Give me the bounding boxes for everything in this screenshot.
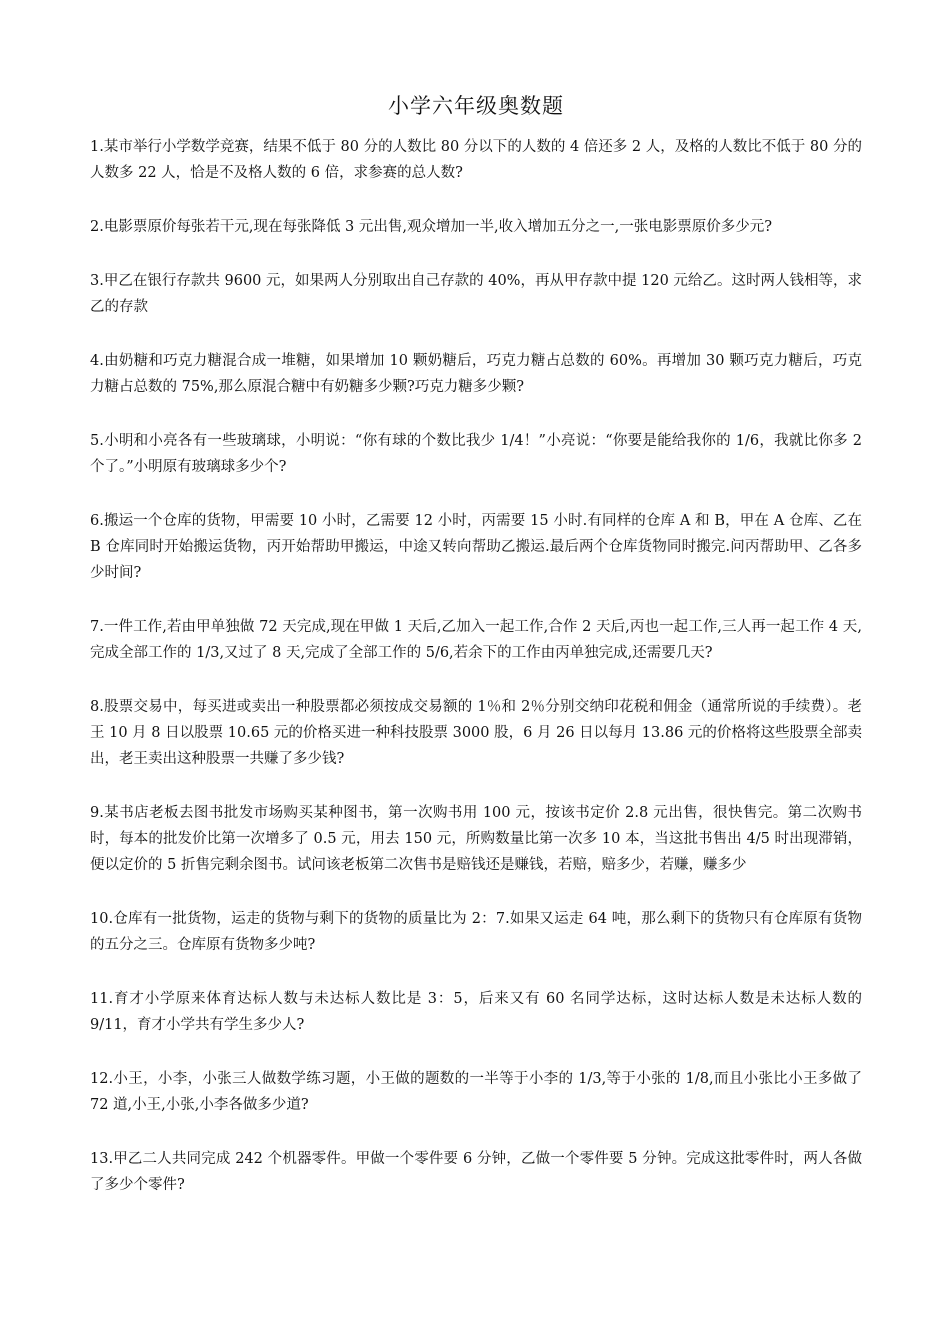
question-7: 7.一件工作,若由甲单独做 72 天完成,现在甲做 1 天后,乙加入一起工作,合作 2 天后,丙也一起工作,三人再一起工作 4 天,完成全部工作的 1/3,又过了 8 天,完成了全部工作的 5/6,若余下的工作由丙单独完成,还需要几天? (90, 619, 862, 661)
question-10: 10.仓库有一批货物，运走的货物与剩下的货物的质量比为 2：7.如果又运走 64 吨，那么剩下的货物只有仓库原有货物的五分之三。仓库原有货物多少吨? (90, 911, 862, 953)
question-1: 1.某市举行小学数学竞赛，结果不低于 80 分的人数比 80 分以下的人数的 4 倍还多 2 人，及格的人数比不低于 80 分的人数多 22 人，恰是不及格人数的 6 倍，求参赛的总人数? (90, 139, 862, 181)
question-8: 8.股票交易中，每买进或卖出一种股票都必须按成交易额的 1％和 2％分别交纳印花税和佣金（通常所说的手续费）。老王 10 月 8 日以股票 10.65 元的价格买进一种科技股票 3000 股，6 月 26 日以每月 13.86 元的价格将这些股票全部卖出，老王卖出这种股票一共赚了多少钱? (90, 699, 862, 767)
question-11: 11.育才小学原来体育达标人数与未达标人数比是 3：5，后来又有 60 名同学达标，这时达标人数是未达标人数的 9/11，育才小学共有学生多少人? (90, 991, 862, 1033)
question-2: 2.电影票原价每张若干元,现在每张降低 3 元出售,观众增加一半,收入增加五分之一,一张电影票原价多少元? (90, 219, 772, 235)
page-title: 小学六年级奥数题 (388, 94, 564, 118)
question-3: 3.甲乙在银行存款共 9600 元，如果两人分别取出自己存款的 40%，再从甲存款中提 120 元给乙。这时两人钱相等，求 乙的存款 (90, 273, 862, 315)
question-12: 12.小王，小李，小张三人做数学练习题，小王做的题数的一半等于小李的 1/3,等于小张的 1/8,而且小张比小王多做了 72 道,小王,小张,小李各做多少道? (90, 1071, 862, 1113)
question-5: 5.小明和小亮各有一些玻璃球，小明说：“你有球的个数比我少 1/4！”小亮说：“你要是能给我你的 1/6，我就比你多 2 个了。”小明原有玻璃球多少个? (90, 433, 862, 475)
question-4: 4.由奶糖和巧克力糖混合成一堆糖，如果增加 10 颗奶糖后，巧克力糖占总数的 60%。再增加 30 颗巧克力糖后，巧克力糖占总数的 75%,那么原混合糖中有奶糖多少颗?巧克力糖多少颗? (90, 353, 862, 395)
question-13: 13.甲乙二人共同完成 242 个机器零件。甲做一个零件要 6 分钟，乙做一个零件要 5 分钟。完成这批零件时，两人各做了多少个零件? (90, 1151, 862, 1193)
question-9: 9.某书店老板去图书批发市场购买某种图书，第一次购书用 100 元，按该书定价 2.8 元出售，很快售完。第二次购书时，每本的批发价比第一次增多了 0.5 元，用去 150 元，所购数量比第一次多 10 本，当这批书售出 4/5 时出现滞销，便以定价的 5 折售完剩余图书。试问该老板第二次售书是赔钱还是赚钱，若赔，赔多少，若赚，赚多少 (90, 805, 862, 873)
question-6: 6.搬运一个仓库的货物，甲需要 10 小时，乙需要 12 小时，丙需要 15 小时.有同样的仓库 A 和 B，甲在 A 仓库、乙在 B 仓库同时开始搬运货物，丙开始帮助甲搬运，中途又转向帮助乙搬运.最后两个仓库货物同时搬完.问丙帮助甲、乙各多少时间? (90, 513, 862, 581)
